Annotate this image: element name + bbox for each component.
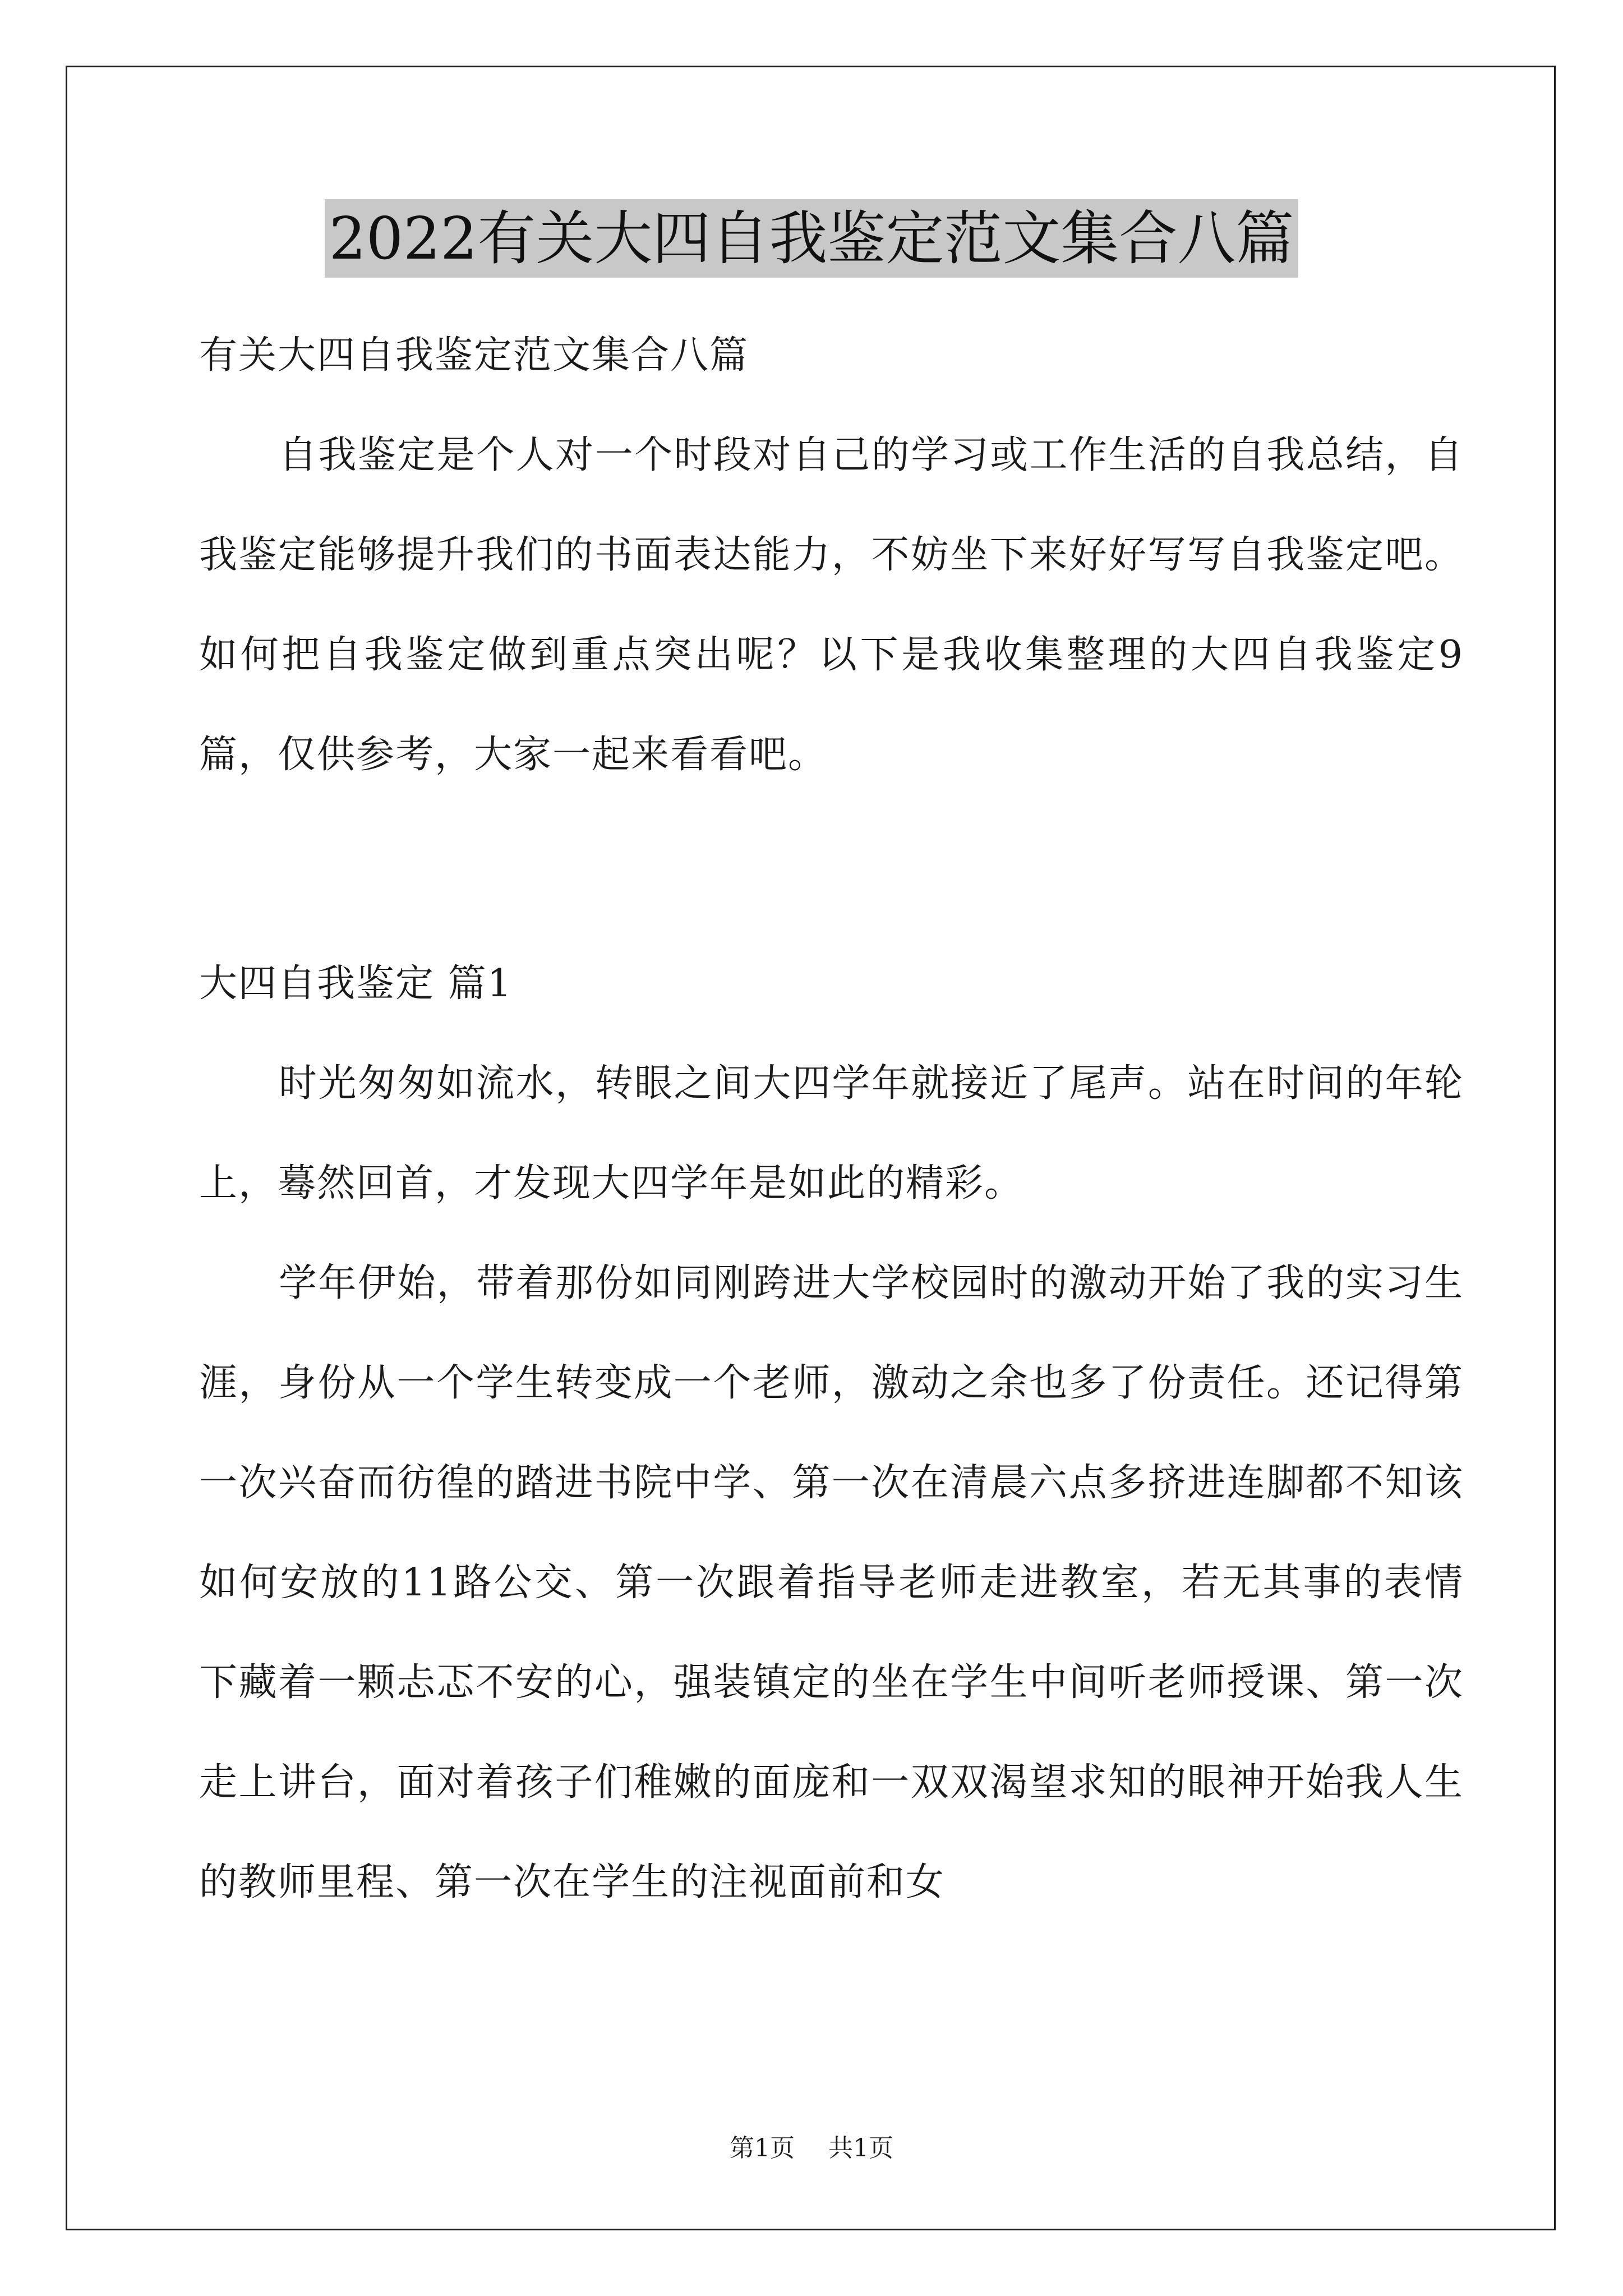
title-container: [0, 199, 1623, 278]
document-title: 2022有关大四自我鉴定范文集合八篇: [325, 199, 1299, 278]
body-paragraph-2: 学年伊始，带着那份如同刚跨进大学校园时的激动开始了我的实习生涯，身份从一个学生转变成一个老师，激动之余也多了份责任。还记得第一次兴奋而彷徨的踏进书院中学、第一次在清晨六点多挤进连脚都不知该如何安放的11路公交、第一次跟着指导老师走进教室，若无其事的表情下藏着一颗忐忑不安的心，强装镇定的坐在学生中间听老师授课、第一次走上讲台，面对着孩子们稚嫩的面庞和一双双渴望求知的眼神开始我人生的教师里程、第一次在学生的注视面前和女: [199, 1261, 1464, 1904]
body-paragraph-1: 时光匆匆如流水，转眼之间大四学年就接近了尾声。站在时间的年轮上，蓦然回首，才发现大四学年是如此的精彩。: [199, 1061, 1464, 1205]
page-number: 第1页: [730, 2134, 795, 2162]
document-body: [199, 306, 1464, 1932]
intro-paragraph: 自我鉴定是个人对一个时段对自己的学习或工作生活的自我总结，自我鉴定能够提升我们的书面表达能力，不妨坐下来好好写写自我鉴定吧。如何把自我鉴定做到重点突出呢？以下是我收集整理的大四自我鉴定9篇，仅供参考，大家一起来看看吧。: [199, 433, 1464, 777]
page-total: 共1页: [828, 2134, 893, 2162]
document-subtitle: 有关大四自我鉴定范文集合八篇: [199, 333, 749, 378]
page-footer: [0, 2132, 1623, 2165]
section-heading: 大四自我鉴定 篇1: [199, 961, 513, 1006]
